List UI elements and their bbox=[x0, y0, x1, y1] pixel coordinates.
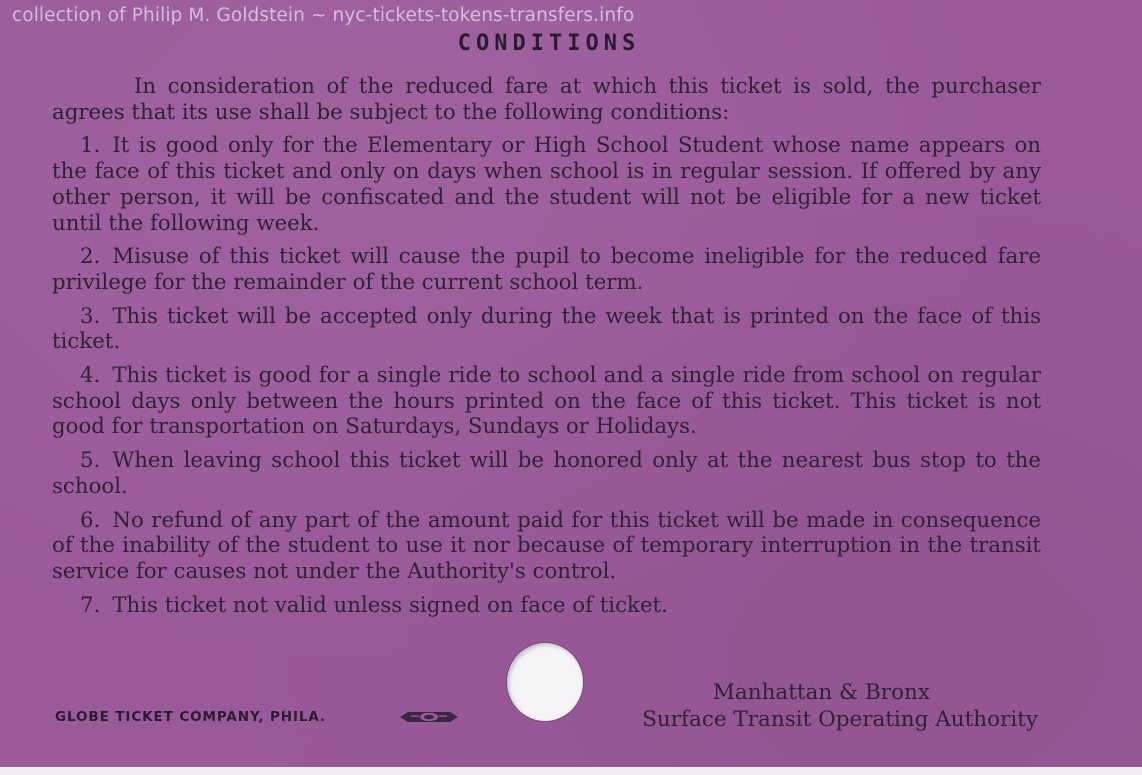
authority-line-2: Surface Transit Operating Authority bbox=[642, 707, 1038, 732]
condition-item bbox=[52, 508, 1041, 585]
condition-number: 7. bbox=[80, 592, 101, 618]
condition-number: 1. bbox=[80, 133, 101, 159]
condition-item bbox=[52, 448, 1041, 499]
punch-hole bbox=[507, 643, 583, 721]
condition-text: It is good only for the Elementary or High School Student whose name appears on the face of this ticket and only on days when school is in regular session. If offered by any other person, it will be confiscated and the student will not be eligible for a new ticket until the following week. bbox=[52, 133, 1041, 236]
collection-watermark: collection of Philip M. Goldstein ~ nyc-tickets-tokens-transfers.info bbox=[12, 5, 635, 26]
condition-text: This ticket will be accepted only during the week that is printed on the face of this ticket. bbox=[52, 303, 1041, 355]
condition-text: This ticket is good for a single ride to school and a single ride from school on regular school days only between the hours printed on the face of this ticket. This ticket is not good for transportation on Saturdays, Sundays or Holidays. bbox=[52, 363, 1041, 440]
condition-item bbox=[52, 363, 1041, 440]
conditions-heading: CONDITIONS bbox=[457, 31, 641, 56]
authority-signature bbox=[642, 679, 1038, 733]
authority-line-1: Manhattan & Bronx bbox=[712, 680, 930, 705]
conditions-body bbox=[52, 74, 1041, 626]
condition-number: 3. bbox=[80, 303, 101, 329]
card-bottom-edge bbox=[0, 767, 1142, 775]
condition-number: 4. bbox=[80, 363, 101, 389]
printer-imprint: GLOBE TICKET COMPANY, PHILA. bbox=[55, 709, 327, 725]
condition-text: When leaving school this ticket will be honored only at the nearest bus stop to the school. bbox=[52, 448, 1041, 499]
condition-item bbox=[52, 244, 1041, 295]
intro-paragraph: In consideration of the reduced fare at which this ticket is sold, the purchaser agrees that its use shall be subject to the following conditions: bbox=[52, 74, 1041, 125]
condition-number: 2. bbox=[80, 244, 101, 270]
condition-item bbox=[52, 304, 1041, 355]
condition-text: No refund of any part of the amount paid for this ticket will be made in consequence of the inability of the student to use it nor because of temporary interruption in the transit service for causes not under the Authority's control. bbox=[52, 507, 1041, 584]
condition-item bbox=[52, 133, 1041, 236]
condition-number: 5. bbox=[80, 448, 101, 474]
condition-text: This ticket not valid unless signed on face of ticket. bbox=[112, 592, 668, 618]
condition-item bbox=[52, 593, 1041, 619]
union-label-icon bbox=[398, 710, 460, 724]
condition-text: Misuse of this ticket will cause the pupil to become ineligible for the reduced fare privilege for the remainder of the current school term. bbox=[52, 244, 1041, 295]
condition-number: 6. bbox=[80, 507, 101, 533]
